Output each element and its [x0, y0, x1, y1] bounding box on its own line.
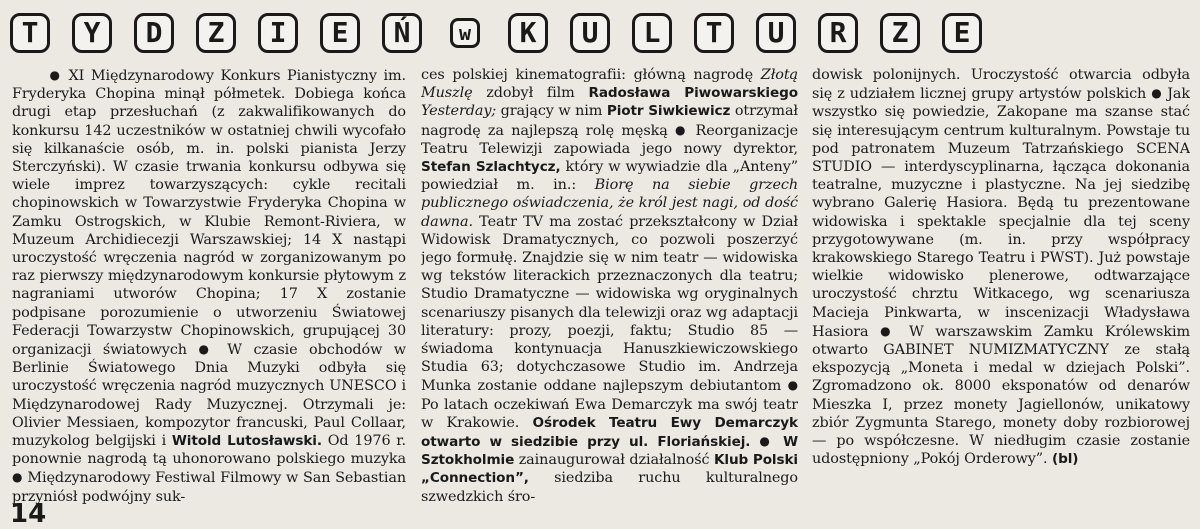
- masthead-title: [10, 8, 1192, 58]
- text-run: Jak wszystko się powiedzie, Zakopane ma szanse stać się interesującym centrum kulturalnym. Powstaje tu pod patronatem Muzeum Tatrzańskiego SCENA STUDIO — interdyscyplinarna, łącząca dokonania teatralne, muzyczne i plastyczne. Na jej siedzibę wybrano Galerię Hasiora. Będą tu prezentowane widowiska i spektakle specjalnie dla tej sceny przygotowywane (m. in. przy współpracy krakowskiego Starego Teatru i PWST). Już powstaje wielkie widowisko plenerowe, odtwarzające uroczystość chrztu Witkacego, wg scenariusza Macieja Pinkwarta, w inscenizacji Władysława Hasiora: [812, 86, 1190, 340]
- masthead-letter: K: [508, 13, 548, 53]
- bullet-icon: ●: [49, 68, 62, 82]
- bold-text: Stefan Szlachtycz,: [421, 159, 561, 176]
- bullet-icon: ●: [880, 323, 898, 338]
- text-run: dowisk polonijnych. Uroczystość otwarcia odbyła się z udziałem licznej grupy artystów polskich: [812, 67, 1190, 103]
- masthead-letter: T: [694, 13, 734, 53]
- masthead-letter: Ń: [382, 13, 422, 53]
- text-run: [750, 434, 759, 450]
- text-run: zdobył film: [472, 85, 589, 102]
- masthead-letter: R: [818, 13, 858, 53]
- masthead-letter: Z: [880, 13, 920, 53]
- text-run: Reorganizacje Teatru Telewizji zapowiada jego nowy dyrektor,: [421, 122, 798, 157]
- article-column-2: [421, 66, 798, 506]
- text-run: ces polskiej kinematografii: główną nagrodę: [421, 67, 761, 83]
- page-number: 14: [10, 499, 47, 529]
- bullet-icon: ●: [759, 434, 775, 449]
- bold-text: Piotr Siwkiewicz: [606, 103, 731, 120]
- bold-text: Klub Polski „Connection”,: [421, 452, 798, 487]
- italic-text: Yesterday;: [421, 103, 497, 120]
- article-paragraph: [12, 66, 406, 506]
- masthead-letter: D: [134, 13, 174, 53]
- masthead-letter: T: [10, 13, 50, 53]
- text-run: który w wywiadzie dla „Anteny” powiedział m. in.:: [421, 159, 798, 194]
- masthead-letter: Z: [196, 13, 236, 53]
- masthead-letter: U: [756, 13, 796, 53]
- bold-text: (bl): [1052, 451, 1079, 468]
- text-run: XI Międzynarodowy Konkurs Pianistyczny im. Fryderyka Chopina minął półmetek. Dobiega końca drugi etap przesłuchań (z zakwalifikowanych do konkursu 142 uczestników w ostatniej chwili wycofało się kilkanaście osób, m. in. polski pianista Jerzy Sterczyński). W czasie trwania konkursu odbywa się wiele imprez towarzyszących: cykle recitali chopinowskich w Towarzystwie Fryderyka Chopina w Zamku Ostrogskich, w Klubie Remont-Riviera, w Muzeum Archidiecezji Warszawskiej; 14 X nastąpi uroczystość wręczenia nagród w zorganizowanym po raz pierwszy międzynarodowym konkursie płytowym z nagraniami utworów Chopina; 17 X zostanie podpisane porozumienie o utworzeniu Światowej Federacji Towarzystw Chopinowskich, grupującej 30 organizacji światowych: [12, 68, 406, 359]
- bold-text: Witold Lutosławski.: [171, 433, 322, 450]
- masthead-letter: E: [320, 13, 360, 53]
- italic-text: Biorę na siebie grzech publicznego oświadczenia, że król jest nagi, od dość dawna.: [421, 177, 798, 230]
- italic-text: Złotą Muszlę: [421, 67, 798, 102]
- masthead-letter: w: [450, 18, 480, 48]
- bullet-icon: ●: [1151, 86, 1163, 101]
- bullet-icon: ●: [787, 378, 798, 393]
- masthead-word: [444, 18, 508, 48]
- text-run: grający w nim: [496, 103, 607, 120]
- bullet-icon: ●: [198, 342, 216, 357]
- article-paragraph: [421, 66, 798, 506]
- article-paragraph: [812, 66, 1190, 468]
- text-run: zainaugurował działalność: [514, 452, 714, 469]
- bold-text: Ośrodek Teatru Ewy Demarczyk otwarto w siedzibie przy ul. Floriańskiej.: [421, 414, 798, 451]
- text-run: Po latach oczekiwań Ewa Demarczyk ma swój teatr w Krakowie.: [421, 396, 798, 431]
- text-run: [774, 434, 783, 450]
- masthead-letter: I: [258, 13, 298, 53]
- masthead-letter: Y: [72, 13, 112, 53]
- article-column-1: [12, 66, 406, 506]
- masthead-letter: U: [570, 13, 610, 53]
- bullet-icon: ●: [12, 470, 23, 485]
- bold-text: Radosława Piwowarskiego: [588, 85, 798, 102]
- text-run: otrzymał nagrodę za najlepszą rolę męską: [421, 103, 798, 139]
- text-run: Międzynarodowy Festiwal Filmowy w San Sebastian przyniósł podwójny suk-: [12, 470, 406, 505]
- text-run: Teatr TV ma zostać przekształcony w Dział Widowisk Dramatycznych, co pozwoli poszerzyć jego formułę. Znajdzie się w nim teatr — widowiska wg tekstów literackich przeznaczonych dla teatru; Studio Dramatyczne — widowiska wg oryginalnych scenariuszy pisanych dla telewizji oraz wg adaptacji literatury: prozy, poezji, faktu; Studio 85 — świadoma kontynuacja Hanuszkiewiczowskiego Studia 63; dotychczasowe Studio im. Andrzeja Munka zostanie oddane najlepszym debiutantom: [421, 213, 798, 395]
- bullet-icon: ●: [675, 122, 689, 137]
- article-column-3: [812, 66, 1190, 506]
- text-run: W warszawskim Zamku Królewskim otwarto GABINET NUMIZMATYCZNY ze stałą ekspozycją „Moneta i medal w dziejach Polski”. Zgromadzono ok. 8000 eksponatów od denarów Mieszka I, przez monety Jagiellonów, unikatowy zbiór Zygmunta Starego, monety doby rozbiorowej — po współczesne. W niedługim czasie zostanie udostępniony „Pokój Orderowy”.: [812, 323, 1190, 468]
- text-run: Od 1976 r. ponownie nagrodą tą uhonorowano polskiego muzyka: [12, 433, 406, 468]
- masthead-word: [10, 13, 444, 53]
- text-run: siedziba ruchu kulturalnego szwedzkich śro-: [421, 470, 798, 505]
- masthead-letter: E: [942, 13, 982, 53]
- bold-text: W Sztokholmie: [421, 434, 798, 469]
- text-run: W czasie obchodów w Berlinie Światowego Dnia Muzyki odbyła się uroczystość wręczenia nagród muzycznych UNESCO i Międzynarodowej Rady Muzycznej. Otrzymali je: Olivier Messiaen, kompozytor francuski, Paul Collaar, muzykolog belgijski i: [12, 342, 406, 450]
- masthead-word: [508, 13, 982, 53]
- masthead-letter: L: [632, 13, 672, 53]
